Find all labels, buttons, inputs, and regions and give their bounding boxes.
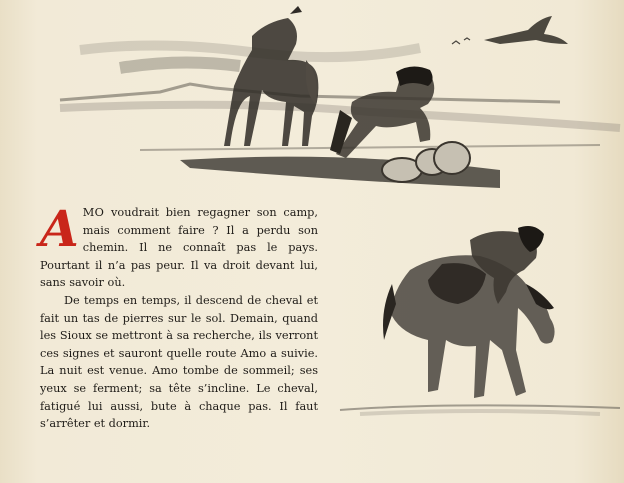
first-word-smallcaps: MO xyxy=(82,206,105,219)
story-text xyxy=(40,199,318,433)
drop-cap-letter: A xyxy=(40,199,79,258)
cloud-dark xyxy=(120,62,240,68)
distant-birds xyxy=(452,38,470,44)
paragraph-1-text: voudrait bien regagner son camp, mais comment faire ? Il a perdu son chemin. Il ne connaît pas le pays. Pourtant il n’a pas peur. Il va droit devant lui, sans savoir où. xyxy=(40,206,318,290)
eagle-drawing xyxy=(484,16,568,44)
paragraph-1 xyxy=(40,199,318,292)
illustration-boy-stacking-stones xyxy=(40,0,624,210)
ground-line xyxy=(140,145,600,150)
standing-horse xyxy=(224,6,318,146)
illustration-boy-on-horse xyxy=(330,200,624,440)
paragraph-2: De temps en temps, il descend de cheval et fait un tas de pierres sur le sol. Demain, quand les Sioux se mettront à sa recherche, ils verront ces signes et sauront quelle route Amo a suivie. La nuit est venue. Amo tombe de sommeil; ses yeux se ferment; sa tête s’incline. Le cheval, fatigué lui aussi, bute à chaque pas. Il faut s’arrêter et dormir. xyxy=(40,293,318,431)
